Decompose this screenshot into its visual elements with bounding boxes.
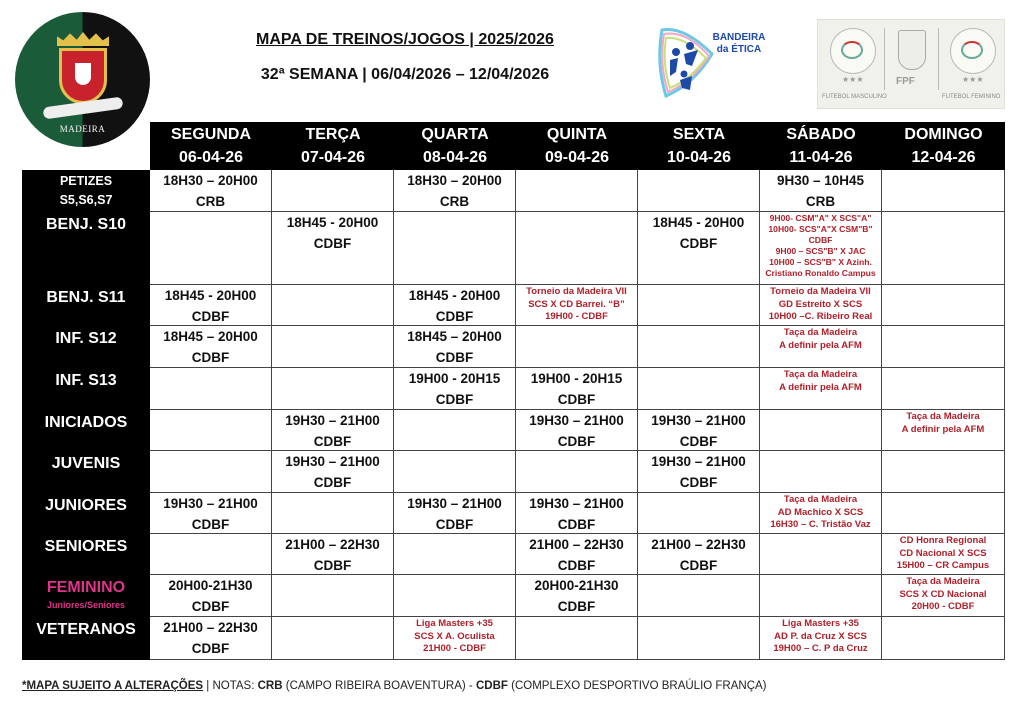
club-logo-madeira-text: MADEIRA [59,124,106,134]
empty-cell [882,212,1005,285]
training-time: 18H45 - 20H00 [164,288,257,303]
day-date: 10-04-26 [666,149,732,166]
empty-cell [272,493,394,534]
day-date: 08-04-26 [422,149,488,166]
training-cell [760,170,882,212]
training-time: 18H30 – 20H00 [163,173,258,188]
training-place: CDBF [557,599,596,614]
team-sublabel: Juniores/Seniores [46,600,126,610]
training-place: CDBF [191,309,230,324]
day-name: SÁBADO [786,126,856,143]
training-time: 18H45 - 20H00 [652,215,745,230]
day-date: 07-04-26 [300,149,366,166]
training-place: CDBF [557,434,596,449]
footer-separator: | [206,680,210,692]
game-line: GD Estreito X SCS [778,298,863,310]
fpf-certification-badge [817,19,1005,109]
day-header [882,122,1005,170]
training-time: 19H30 – 21H00 [651,413,746,428]
training-cell [150,285,272,326]
empty-cell [882,170,1005,212]
training-place: CDBF [313,558,352,573]
game-line: 9H00- CSM"A" X SCS"A" [769,213,872,223]
team-label [22,326,150,350]
team-name: JUVENIS [51,455,121,472]
empty-cell [638,170,760,212]
game-cell [760,617,882,660]
game-line: Liga Masters +35 [782,618,859,629]
schedule-table [22,122,1005,660]
training-time: 20H00-21H30 [168,578,253,593]
bandeira-etica-logo [654,24,770,102]
empty-cell [882,368,1005,410]
training-place: CDBF [435,392,474,407]
game-line: Cristiano Ronaldo Campus [765,268,876,278]
game-line: Torneio da Madeira VII [526,286,627,297]
training-cell [272,410,394,451]
empty-cell [638,617,760,660]
team-name: INF. S12 [55,330,117,347]
game-line: A definir pela AFM [779,339,862,351]
empty-cell [150,534,272,575]
day-name: SEGUNDA [170,126,251,143]
game-line: 15H00 – CR Campus [896,560,990,571]
training-cell [516,534,638,575]
team-label [22,212,150,236]
bandeira-line2: da ÉTICA [716,44,762,55]
team-name: INF. S13 [55,372,117,389]
day-name: QUARTA [421,126,489,143]
game-cell [882,575,1005,617]
empty-cell [394,575,516,617]
game-cell [882,410,1005,451]
empty-cell [150,368,272,410]
training-time: 20H00-21H30 [534,578,619,593]
day-header [272,122,394,170]
stars-icon: ★★★ [842,75,864,84]
empty-cell [638,575,760,617]
training-cell [638,410,760,451]
training-place: CRB [805,194,836,209]
training-time: 19H30 – 21H00 [163,496,258,511]
day-header [394,122,516,170]
team-label [22,534,150,558]
training-time: 19H30 – 21H00 [285,413,380,428]
empty-cell [516,451,638,493]
team-name: PETIZES [59,174,113,188]
empty-cell [394,534,516,575]
training-place: CDBF [435,309,474,324]
footer-cdbf-code: CDBF [475,680,508,692]
game-line: AD Machico X SCS [777,506,864,518]
game-cell [516,285,638,326]
game-line: A definir pela AFM [901,423,985,435]
empty-cell [272,285,394,326]
game-line: 19H00 - CDBF [545,311,608,322]
page-title: MAPA DE TREINOS/JOGOS | 2025/2026 [256,31,554,48]
team-name: SENIORES [44,538,128,555]
team-label [22,451,150,475]
certified-seal-icon [950,28,996,74]
training-time: 18H30 – 20H00 [407,173,502,188]
game-line: CD Honra Regional [899,535,987,546]
empty-cell [516,326,638,368]
training-cell [394,368,516,410]
game-line: Taça da Madeira [783,327,858,338]
team-label [22,617,150,641]
game-cell [760,285,882,326]
training-cell [150,617,272,660]
training-time: 19H30 – 21H00 [285,454,380,469]
training-time: 18H45 - 20H00 [286,215,379,230]
empty-cell [272,617,394,660]
training-place: CDBF [679,434,718,449]
training-time: 9H30 – 10H45 [776,173,865,188]
empty-cell [760,534,882,575]
training-place: CDBF [313,434,352,449]
training-place: CDBF [191,599,230,614]
footer-notes-label: NOTAS: [212,680,255,692]
game-cell [760,493,882,534]
day-name: TERÇA [305,126,361,143]
training-cell [272,451,394,493]
day-header [638,122,760,170]
empty-cell [394,212,516,285]
training-cell [516,410,638,451]
training-cell [638,451,760,493]
training-place: CRB [195,194,226,209]
training-place: CDBF [313,236,352,251]
team-label [22,285,150,309]
empty-cell [394,451,516,493]
game-line: Torneio da Madeira VII [770,286,871,297]
empty-cell [638,493,760,534]
empty-cell [516,617,638,660]
training-cell [638,534,760,575]
training-place: CDBF [679,558,718,573]
game-line: SCS X CD Nacional [899,588,987,600]
team-name: BENJ. S11 [46,289,126,306]
team-label [22,410,150,434]
training-place: CRB [439,194,470,209]
team-label [22,170,150,210]
empty-cell [150,212,272,285]
training-time: 19H00 - 20H15 [408,371,501,386]
training-cell [638,212,760,285]
footer-crb-code: CRB [257,680,283,692]
empty-cell [272,368,394,410]
day-name: DOMINGO [904,126,983,143]
footer-cdbf-name: (COMPLEXO DESPORTIVO BRAÚLIO FRANÇA) [511,680,767,692]
game-line: 20H00 - CDBF [911,601,975,612]
fpf-crest-icon [898,30,926,70]
day-header [516,122,638,170]
training-place: CDBF [557,517,596,532]
team-name: BENJ. S10 [45,216,127,233]
training-time: 19H30 – 21H00 [529,413,624,428]
empty-cell [638,326,760,368]
game-cell [882,534,1005,575]
training-time: 19H30 – 21H00 [651,454,746,469]
footer-crb-name: (CAMPO RIBEIRA BOAVENTURA) - [285,680,473,692]
training-time: 21H00 – 22H30 [529,537,624,552]
bandeira-text [711,32,767,56]
game-line: 10H00- SCS"A"X CSM"B" [768,224,873,234]
training-time: 19H00 - 20H15 [530,371,623,386]
training-time: 21H00 – 22H30 [285,537,380,552]
training-cell [394,170,516,212]
day-date: 12-04-26 [911,149,976,166]
game-line: AD P. da Cruz X SCS [774,630,867,642]
training-time: 19H30 – 21H00 [407,496,502,511]
team-name: VETERANOS [36,621,136,638]
team-name: JUNIORES [45,497,127,514]
day-header [760,122,882,170]
game-line: Taça da Madeira [906,576,980,587]
game-cell [760,368,882,410]
training-place: CDBF [679,475,718,490]
empty-cell [882,285,1005,326]
team-sublabel: S5,S6,S7 [59,193,113,207]
empty-cell [272,170,394,212]
bandeira-figures-icon [654,24,716,100]
footer-warning: *MAPA SUJEITO A ALTERAÇÕES [22,680,204,692]
team-label [22,575,150,611]
game-line: A definir pela AFM [779,381,862,393]
game-cell [760,212,882,285]
game-cell [760,326,882,368]
training-time: 21H00 – 22H30 [163,620,258,635]
training-cell [516,493,638,534]
empty-cell [638,368,760,410]
empty-cell [882,493,1005,534]
training-place: CDBF [191,517,230,532]
training-place: CDBF [191,641,230,656]
shield-icon [59,48,107,104]
game-line: Liga Masters +35 [416,618,493,629]
empty-cell [394,410,516,451]
training-time: 18H45 – 20H00 [163,329,258,344]
day-date: 11-04-26 [789,149,853,166]
empty-cell [760,410,882,451]
empty-cell [882,326,1005,368]
game-line: 10H00 –C. Ribeiro Real [768,311,873,322]
empty-cell [272,575,394,617]
day-name: QUINTA [546,126,608,143]
game-line: CD Nacional X SCS [899,547,987,559]
training-cell [150,575,272,617]
training-cell [516,368,638,410]
training-cell [516,575,638,617]
day-name: SEXTA [672,126,726,143]
game-line: Taça da Madeira [783,369,858,380]
training-cell [150,170,272,212]
empty-cell [882,617,1005,660]
training-place: CDBF [679,236,718,251]
empty-cell [272,326,394,368]
fpf-left-caption: FUTEBOL MASCULINO [822,94,887,100]
empty-cell [150,451,272,493]
game-line: 10H00 – SCS"B" X Azinh. [769,257,872,267]
game-line: SCS X CD Barrei. “B” [528,298,625,310]
training-cell [272,212,394,285]
game-line: Taça da Madeira [906,411,980,422]
empty-cell [638,285,760,326]
training-cell [394,285,516,326]
training-time: 18H45 – 20H00 [407,329,502,344]
fpf-text: FPF [896,76,915,87]
team-name: FEMININO [46,579,126,596]
training-cell [394,493,516,534]
training-time: 21H00 – 22H30 [651,537,746,552]
empty-cell [760,575,882,617]
game-line: 21H00 - CDBF [423,643,486,654]
certified-seal-icon [830,28,876,74]
day-date: 09-04-26 [544,149,610,166]
team-name: INICIADOS [44,414,128,431]
game-line: 16H30 – C. Tristão Vaz [770,519,871,530]
training-cell [150,326,272,368]
game-line: Taça da Madeira [783,494,858,505]
bandeira-line1: BANDEIRA [712,32,766,43]
game-line: 9H00 – SCS"B" X JAC [775,246,866,256]
training-place: CDBF [435,517,474,532]
fpf-right-caption: FUTEBOL FEMININO [942,94,1001,100]
empty-cell [516,212,638,285]
training-cell [272,534,394,575]
training-cell [394,326,516,368]
training-time: 18H45 - 20H00 [408,288,501,303]
day-date: 06-04-26 [178,149,244,166]
empty-cell [760,451,882,493]
stars-icon: ★★★ [962,75,984,84]
training-place: CDBF [557,392,596,407]
training-cell [150,493,272,534]
training-time: 19H30 – 21H00 [529,496,624,511]
team-label [22,493,150,517]
game-cell [394,617,516,660]
day-header [150,122,272,170]
training-place: CDBF [313,475,352,490]
training-place: CDBF [435,350,474,365]
team-label [22,368,150,392]
game-line: SCS X A. Oculista [414,630,495,642]
empty-cell [882,451,1005,493]
game-line: CDBF [808,235,833,245]
footer-notes [22,680,767,692]
week-subtitle: 32ª SEMANA | 06/04/2026 – 12/04/2026 [260,66,550,83]
training-place: CDBF [557,558,596,573]
game-line: 19H00 – C. P da Cruz [773,643,868,654]
training-place: CDBF [191,350,230,365]
empty-cell [516,170,638,212]
empty-cell [150,410,272,451]
crown-icon [57,32,109,46]
